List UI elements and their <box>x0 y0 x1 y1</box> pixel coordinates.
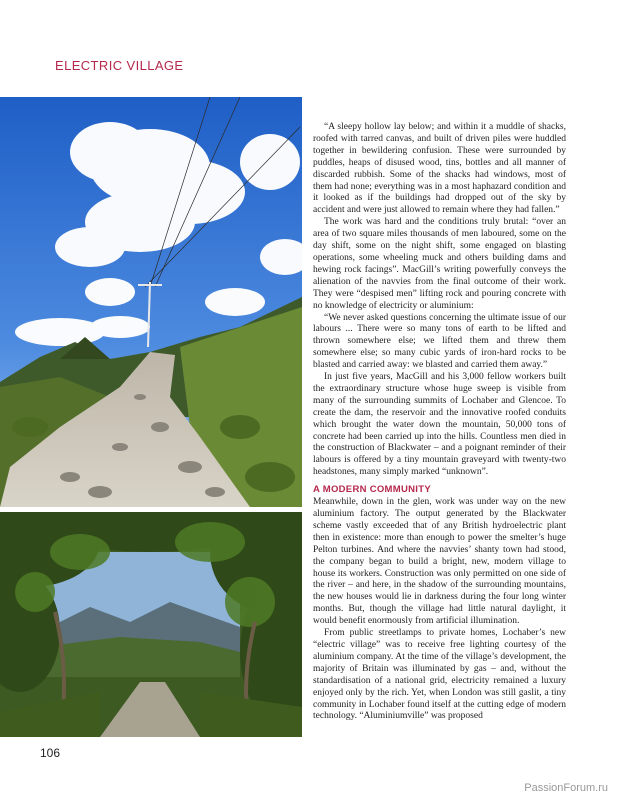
mountain-path-illustration <box>0 97 302 507</box>
paragraph: Meanwhile, down in the glen, work was under way on the new aluminium factory. The output generated by the Blackwater scheme vastly exceeded that of any British hydroelectric plant then in existence: more than enough to power the smelter’s huge Pelton turbines. And where the navvies’ shanty town had stood, the company began to build a bright, new, modern village to house its workers. Construction was only permitted on one side of the river – and here, in the shadow of the surrounding mountains, the new houses would lie in darkness during the four long winter months. But, though the village had little natural daylight, it would benefit enormously from artificial illumination. <box>313 497 566 627</box>
forest-view-photo <box>0 512 302 737</box>
paragraph: “A sleepy hollow lay below; and within it a muddle of shacks, roofed with tarred canvas, and built of driven piles were huddled together in bewildering confusion. These were surrounded by puddles, heaps of disused wood, tins, bottles and all manner of discarded rubbish. Some of the shacks had windows, most of them had none; everything was in a most haphazard condition and it looked as if the buildings had dropped out of the sky by accident and were just allowed to remain where they had fallen.” <box>313 122 566 216</box>
paragraph: “We never asked questions concerning the ultimate issue of our labours ... There were so many tons of earth to be lifted and thrown somewhere else; we lifted them and threw them somewhere else; so many cubic yards of iron-hard rocks to be blasted and carried away: we blasted and carried them away.” <box>313 312 566 371</box>
watermark: PassionForum.ru <box>524 782 608 794</box>
mountain-path-photo <box>0 97 302 507</box>
subheading: A MODERN COMMUNITY <box>313 484 431 496</box>
paragraph: In just five years, MacGill and his 3,000 fellow workers built the extraordinary structure whose huge sweep is visible from many of the surrounding summits of Lochaber and Glencoe. To create the dam, the reservoir and the innovative roofed conduits which brought the water down the mountain, 50,000 tons of concrete had been carried up into the hills. Countless men died in the construction of Blackwater – and a poignant reminder of their labours is offered by a tiny mountain graveyard with twenty-two headstones, many simply marked “unknown”. <box>313 372 566 478</box>
page-number: 106 <box>40 746 61 760</box>
section-title: ELECTRIC VILLAGE <box>55 58 184 73</box>
paragraph: The work was hard and the conditions truly brutal: “over an area of two square miles thousands of men laboured, some on the day shift, some on the night shift, some engaged on blasting operations, some wheeling muck and others building dams and hewing rock facings”. MacGill’s writing powerfully conveys the alienation of the navvies from the final outcome of their work. They were “despised men” lifting rock and pouring concrete with no knowledge of electricity or aluminium: <box>313 217 566 311</box>
forest-view-illustration <box>0 512 302 737</box>
article-text <box>313 122 566 723</box>
paragraph: From public streetlamps to private homes, Lochaber’s new “electric village” was to receive free lighting courtesy of the aluminium company. At the time of the village’s development, the majority of Britain was illuminated by gas – and, without the standardisation of a national grid, electricity remained a luxury enjoyed only by the rich. Yet, when London was still gaslit, a tiny community in Lochaber found itself at the cutting edge of modern technology. “Aluminiumville” was proposed <box>313 628 566 722</box>
